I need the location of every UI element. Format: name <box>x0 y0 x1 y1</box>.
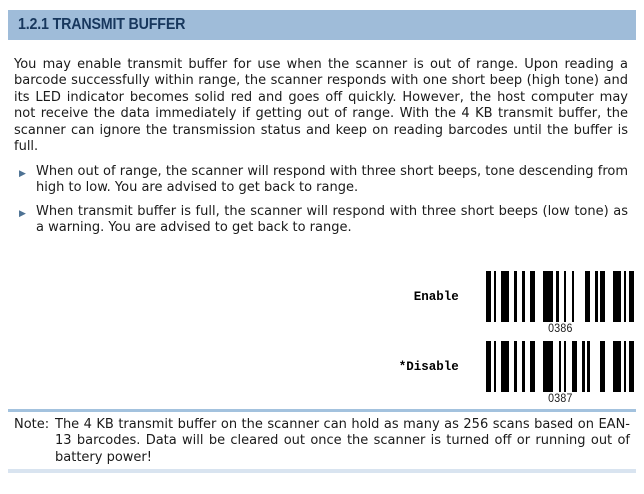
note-label: Note: <box>14 417 50 432</box>
bullet-list <box>14 164 628 237</box>
section-title: 1.2.1 TRANSMIT BUFFER <box>18 16 186 33</box>
bullet-text: When transmit buffer is full, the scanner will respond with three short beeps (low tone) as a warning. You are advised to get back to range. <box>36 203 628 236</box>
barcode-image-disable <box>486 341 634 392</box>
barcode-value: 0386 <box>547 323 573 335</box>
bullet-arrow-icon: ▶ <box>19 169 26 179</box>
bullet-text: When out of range, the scanner will respond with three short beeps, tone descending from high to low. You are advised to get back to range. <box>36 164 628 196</box>
barcode-label-enable: Enable <box>413 290 459 304</box>
intro-paragraph: You may enable transmit buffer for use when the scanner is out of range. Upon reading a barcode successfully within range, the scanner responds with one short beep (high tone) and its LED indicator becomes solid red and goes off quickly. However, the host computer may not receive the data immediately if getting out of range. With the 4 KB transmit buffer, the scanner can ignore the transmission status and keep on reading barcodes until the buffer is full. <box>14 57 628 155</box>
bullet-arrow-icon: ▶ <box>19 208 26 219</box>
note-divider-bottom <box>8 469 636 473</box>
bullet-item <box>14 164 628 197</box>
barcode-block <box>486 341 634 405</box>
note-block <box>8 417 636 466</box>
bullet-item <box>14 204 628 237</box>
barcode-row-enable <box>0 271 634 335</box>
section-header-bar <box>8 10 636 40</box>
barcode-value: 0387 <box>547 393 573 405</box>
note-divider-top <box>8 409 636 412</box>
note-text: The 4 KB transmit buffer on the scanner can hold as many as 256 scans based on EAN-13 barcodes. Data will be cleared out once the scanner is turned off or running out of battery power! <box>55 417 630 465</box>
barcode-image-enable <box>486 271 634 322</box>
barcode-block <box>486 271 634 335</box>
barcode-row-disable <box>0 341 634 405</box>
barcode-label-disable: *Disable <box>398 360 459 374</box>
